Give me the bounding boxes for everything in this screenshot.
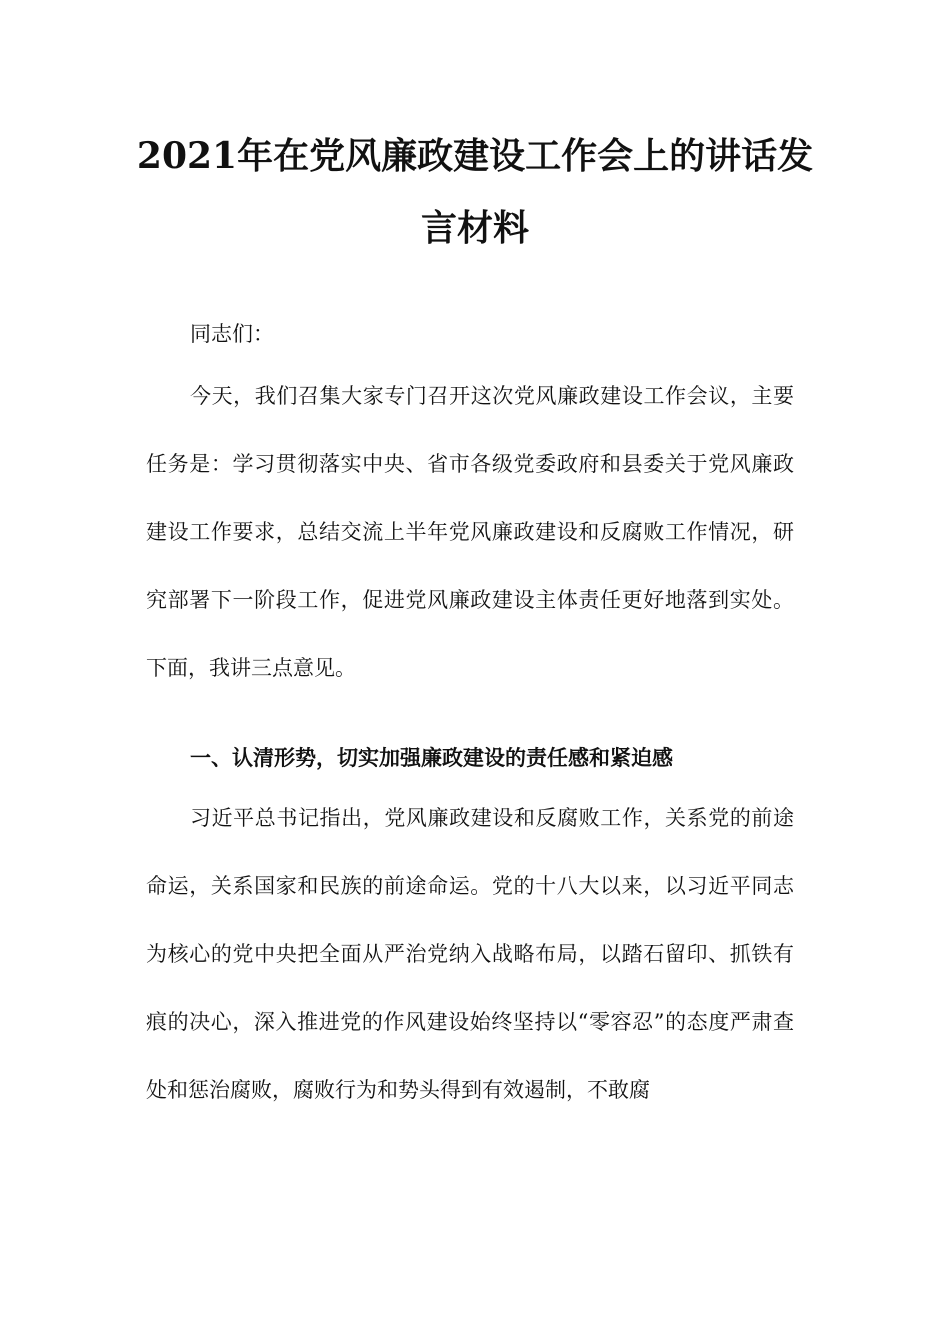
section-heading-1: 一、认清形势，切实加强廉政建设的责任感和紧迫感: [190, 745, 673, 770]
paragraph-2: 习近平总书记指出，党风廉政建设和反腐败工作，关系党的前途命运，关系国家和民族的前途命运。党的十八大以来，以习近平同志为核心的党中央把全面从严治党纳入战略布局，以踏石留印、抓铁有痕的决心，深入推进党的作风建设始终坚持以“零容忍”的态度严肃查处和惩治腐败，腐败行为和势头得到有效遏制，不敢腐: [146, 806, 794, 1102]
document-title-line-1: 2021年在党风廉政建设工作会上的讲话发: [136, 135, 814, 177]
document-title-line-2: 言材料: [420, 207, 529, 249]
paragraph-1: 今天，我们召集大家专门召开这次党风廉政建设工作会议，主要任务是：学习贯彻落实中央、省市各级党委政府和县委关于党风廉政建设工作要求，总结交流上半年党风廉政建设和反腐败工作情况，研究部署下一阶段工作，促进党风廉政建设主体责任更好地落到实处。下面，我讲三点意见。: [146, 384, 794, 680]
salutation: 同志们：: [190, 322, 274, 346]
